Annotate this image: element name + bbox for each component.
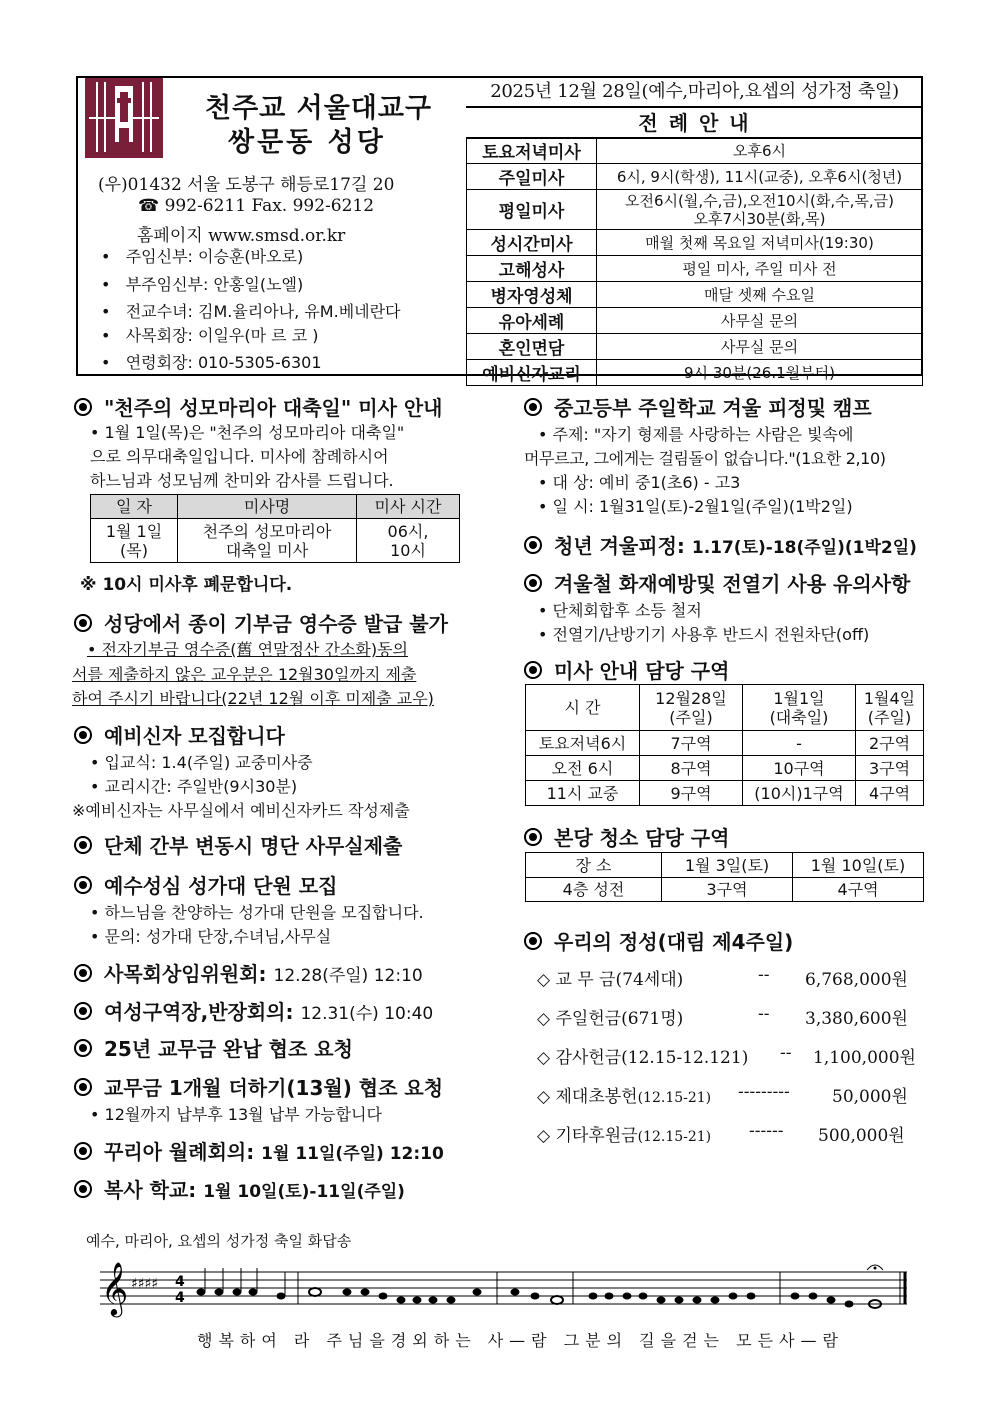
table-cell: 3구역: [662, 878, 793, 902]
table-cell: 오전 6시: [526, 756, 640, 781]
section-text: • 입교식: 1.4(주일) 교중미사중: [90, 753, 313, 772]
section-text: 하느님과 성모님께 찬미와 감사를 드립니다.: [90, 471, 394, 490]
mass-schedule-table: [90, 494, 460, 563]
psalm-lyrics: 행복하여 라 주님을경외하는 사—람 그분의 길을걷는 모든사—람: [197, 1331, 844, 1350]
svg-text:𝄞: 𝄞: [101, 1261, 129, 1315]
section-heading: 복사 학교: 1월 10일(토)-11일(주일): [74, 1174, 405, 1203]
table-cell: 4층 성전: [526, 878, 662, 902]
parish-title-line1: 천주교 서울대교구: [205, 93, 433, 124]
bullseye-icon: [74, 836, 92, 854]
svg-text:4: 4: [175, 1274, 185, 1290]
bullseye-icon: [74, 726, 92, 744]
table-cell: 2구역: [856, 731, 924, 756]
offering-amount: 3,380,600원: [805, 1009, 908, 1029]
table-cell: 토요저녁6시: [526, 731, 640, 756]
cleaning-duty-table: [525, 852, 924, 902]
table-cell: -: [743, 731, 856, 756]
liturgy-schedule-table: [466, 137, 923, 386]
table-cell: 1월 1일 (목): [91, 519, 178, 563]
schedule-value: 사무실 문의: [597, 308, 923, 334]
bullseye-icon: [74, 964, 92, 982]
table-cell: (10시)1구역: [743, 781, 856, 806]
table-header: 12월28일 (주일): [640, 685, 743, 731]
section-text: • 대 상: 예비 중1(초6) - 고3: [538, 473, 741, 492]
bullseye-icon: [74, 1142, 92, 1160]
section-heading: 단체 간부 변동시 명단 사무실제출: [74, 830, 402, 859]
section-text: • 주제: "자기 형제를 사랑하는 사람은 빛속에: [538, 425, 854, 444]
schedule-value: 오후6시: [597, 138, 923, 164]
section-heading: 우리의 정성(대림 제4주일): [524, 926, 793, 955]
section-heading: 중고등부 주일학교 겨울 피정및 캠프: [524, 392, 872, 421]
bullseye-icon: [74, 1078, 92, 1096]
table-header: 장 소: [526, 853, 662, 878]
staff-item: • 부주임신부: 안홍일(노엘): [101, 275, 304, 294]
psalm-caption: 예수, 마리아, 요셉의 성가정 축일 화답송: [86, 1232, 352, 1250]
table-header: 1월4일 (주일): [856, 685, 924, 731]
table-cell: 11시 교중: [526, 781, 640, 806]
bullseye-icon: [524, 398, 542, 416]
offering-label: ◇ 교 무 금(74세대): [537, 970, 684, 990]
section-heading: 겨울철 화재예방및 전열기 사용 유의사항: [524, 568, 910, 597]
schedule-label: 토요저녁미사: [467, 138, 597, 164]
table-header: 시 간: [526, 685, 640, 731]
offering-amount: 6,768,000원: [805, 970, 908, 990]
offering-dash: --: [780, 1043, 792, 1063]
section-heading: 미사 안내 담당 구역: [524, 655, 729, 684]
section-text: 머무르고, 그에게는 걸림돌이 없습니다."(1요한 2,10): [524, 449, 886, 468]
schedule-label: 평일미사: [467, 190, 597, 230]
schedule-label: 예비신자교리: [467, 360, 597, 386]
schedule-value: 9시 30분(26.1월부터): [597, 360, 923, 386]
svg-text:4: 4: [175, 1290, 185, 1306]
bullseye-icon: [524, 574, 542, 592]
bullseye-icon: [524, 536, 542, 554]
section-heading: 예비신자 모집합니다: [74, 720, 285, 749]
offering-amount: 500,000원: [818, 1126, 905, 1146]
address: (우)01432 서울 도봉구 해등로17길 20: [98, 175, 395, 195]
music-staff: [95, 1258, 915, 1338]
offering-amount: 1,100,000원: [813, 1048, 916, 1068]
parish-logo: [85, 78, 163, 158]
staff-item: • 사목회장: 이일우(마 르 코 ): [101, 326, 319, 345]
section-heading: 교무금 1개월 더하기(13월) 협조 요청: [74, 1072, 443, 1101]
section-text: • 단체회합후 소등 철저: [538, 601, 702, 620]
bullseye-icon: [524, 661, 542, 679]
schedule-label: 주일미사: [467, 164, 597, 190]
offering-label: ◇ 주일헌금(671명): [537, 1009, 684, 1029]
table-cell: 8구역: [640, 756, 743, 781]
schedule-label: 병자영성체: [467, 282, 597, 308]
homepage: 홈페이지 www.smsd.or.kr: [137, 226, 346, 246]
parish-title-line2: 쌍문동 성당: [228, 127, 386, 158]
bullseye-icon: [74, 876, 92, 894]
bullseye-icon: [524, 932, 542, 950]
date-line: 2025년 12월 28일(예수,마리아,요셉의 성가정 축일): [490, 81, 899, 102]
table-header: 1월1일 (대축일): [743, 685, 856, 731]
offering-dash: --: [758, 965, 770, 985]
section-text: • 전자기부금 영수증(舊 연말정산 간소화)동의: [87, 640, 409, 659]
section-heading: 꾸리아 월례회의: 1월 11일(주일) 12:10: [74, 1136, 444, 1165]
offering-amount: 50,000원: [832, 1087, 908, 1107]
bullseye-icon: [74, 1039, 92, 1057]
mass-guide-table: [525, 684, 924, 806]
section-text: • 하느님을 찬양하는 성가대 단원을 모집합니다.: [90, 903, 424, 922]
section-heading: 여성구역장,반장회의: 12.31(수) 10:40: [74, 996, 433, 1025]
svg-text:♯♯♯♯: ♯♯♯♯: [131, 1276, 159, 1292]
liturgy-schedule-title: 전 례 안 내: [466, 106, 923, 139]
section-heading: 본당 청소 담당 구역: [524, 822, 729, 851]
section-text: 으로 의무대축일입니다. 미사에 참례하시어: [90, 447, 389, 466]
bullseye-icon: [74, 398, 92, 416]
table-cell: 4구역: [793, 878, 924, 902]
section-text: 하여 주시기 바랍니다(22년 12월 이후 미제출 교우): [72, 689, 434, 708]
section-text: • 전열기/난방기기 사용후 반드시 전원차단(off): [538, 625, 870, 644]
section-text: • 문의: 성가대 단장,수녀님,사무실: [90, 927, 332, 946]
bullseye-icon: [74, 1002, 92, 1020]
section-heading: "천주의 성모마리아 대축일" 미사 안내: [74, 392, 443, 421]
section-text: • 교리시간: 주일반(9시30분): [90, 777, 298, 796]
schedule-value: 매달 셋째 수요일: [597, 282, 923, 308]
section-heading: 성당에서 종이 기부금 영수증 발급 불가: [74, 608, 448, 637]
schedule-value: 오전6시(월,수,금),오전10시(화,수,목,금) 오후7시30분(화,목): [597, 190, 923, 230]
section-heading: 예수성심 성가대 단원 모집: [74, 870, 337, 899]
schedule-label: 혼인면담: [467, 334, 597, 360]
schedule-value: 6시, 9시(학생), 11시(교중), 오후6시(청년): [597, 164, 923, 190]
offering-label: ◇ 제대초봉헌(12.15-21): [537, 1087, 712, 1107]
table-cell: 10구역: [743, 756, 856, 781]
table-cell: 7구역: [640, 731, 743, 756]
table-cell: 4구역: [856, 781, 924, 806]
table-header: 미사 시간: [357, 495, 460, 519]
section-heading: 청년 겨울피정: 1.17(토)-18(주일)(1박2일): [524, 530, 917, 559]
section-heading: 사목회상임위원회: 12.28(주일) 12:10: [74, 958, 423, 987]
table-cell: 3구역: [856, 756, 924, 781]
schedule-value: 사무실 문의: [597, 334, 923, 360]
schedule-value: 매월 첫째 목요일 저녁미사(19:30): [597, 230, 923, 256]
table-cell: 9구역: [640, 781, 743, 806]
section-text: 서를 제출하지 않은 교우분은 12월30일까지 제출: [72, 665, 417, 684]
offering-label: ◇ 기타후원금(12.15-21): [537, 1126, 712, 1146]
section-text: • 일 시: 1월31일(토)-2월1일(주일)(1박2일): [538, 497, 853, 516]
staff-item: • 전교수녀: 김M.율리아나, 유M.베네란다: [101, 302, 401, 321]
section-text: • 1월 1일(목)은 "천주의 성모마리아 대축일": [90, 423, 405, 442]
offering-dash: ---------: [738, 1082, 790, 1102]
bullseye-icon: [524, 828, 542, 846]
table-cell: 06시, 10시: [357, 519, 460, 563]
bullseye-icon: [74, 614, 92, 632]
staff-item: • 연령회장: 010-5305-6301: [101, 353, 322, 372]
schedule-label: 성시간미사: [467, 230, 597, 256]
section-text: • 12월까지 납부후 13월 납부 가능합니다: [90, 1105, 382, 1124]
staff-item: • 주임신부: 이승훈(바오로): [101, 247, 304, 266]
table-cell: 천주의 성모마리아 대축일 미사: [178, 519, 357, 563]
table-header: 미사명: [178, 495, 357, 519]
closing-note: ※ 10시 미사후 폐문합니다.: [80, 575, 293, 595]
schedule-label: 유아세례: [467, 308, 597, 334]
section-text: ※예비신자는 사무실에서 예비신자카드 작성제출: [72, 801, 410, 820]
table-header: 일 자: [91, 495, 178, 519]
section-heading: 25년 교무금 완납 협조 요청: [74, 1033, 353, 1062]
table-header: 1월 10일(토): [793, 853, 924, 878]
table-header: 1월 3일(토): [662, 853, 793, 878]
bullseye-icon: [74, 1180, 92, 1198]
schedule-value: 평일 미사, 주일 미사 전: [597, 256, 923, 282]
phone-fax: ☎ 992-6211 Fax. 992-6212: [138, 196, 375, 216]
offering-dash: ------: [749, 1121, 784, 1141]
offering-dash: --: [758, 1004, 770, 1024]
offering-label: ◇ 감사헌금(12.15-12.121): [537, 1048, 749, 1068]
schedule-label: 고해성사: [467, 256, 597, 282]
